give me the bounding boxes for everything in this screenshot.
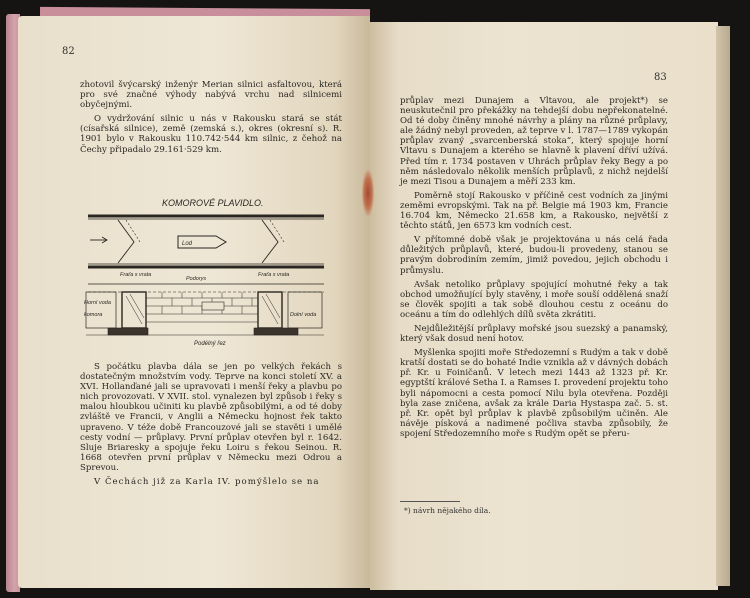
right-paragraph-2: Poměrně stojí Rakousko v příčině cest vodních za jinými zeměmi evropskými. Tak na př. Belgie má 1903 km, Francie 16.704 km, Německo 21.658 km, a Rakousko, největší z těchto států, jen 6573 km vodních cest. <box>400 190 668 232</box>
footnote: *) návrh nějakého díla. <box>404 506 491 515</box>
figure-label-frata-left: Fraťa s vrata <box>120 272 152 278</box>
figure-label-boat: Lod <box>182 241 193 247</box>
page-stack-edge <box>716 26 730 586</box>
right-paragraph-6: Myšlenka spojiti moře Středozemní s Rudým a tak v době kratší dostati se do bohaté Indie vznikla až v dávných dobách př. Kr. u Foiničanů. V letech mezi 1443 až 1323 př. Kr. egyptští králové Setha I. a Ramses I. provedení projektu toho byli nápomocni a cesta pomocí Nilu byla otevřena. Později byla zase zničena, avšak za krále Daria Hystaspa zač. 5. st. př. Kr. opět byl průplav k plavbě způsobilým učiněn. Ale návěje písková a nadimené počliva stavba způsobily, že spojení Středozemního moře s Rudým opět se přeru- <box>400 348 668 439</box>
left-top-text <box>80 80 342 155</box>
left-paragraph-4: V Čechách již za Karla IV. pomýšlelo se na <box>94 477 320 488</box>
lock-illustration <box>82 192 344 350</box>
left-paragraph-2: O vydržování silnic u nás v Rakousku stará se stát (císařská silnice), země (zemská s.), okres (okresní s). R. 1901 bylo v Rakousku 110.742·544 km silnic, z čehož na Čechy připadalo 29.161·529 km. <box>80 114 342 155</box>
figure-label-dolni-voda: Dolní voda <box>290 312 317 318</box>
right-paragraph-5: Nejdůležitější průplavy mořské jsou suezský a panamský, který však dosud není hotov. <box>400 323 668 345</box>
page-stain <box>362 170 374 216</box>
figure-title: KOMOROVÉ PLAVIDLO. <box>162 198 264 208</box>
figure-label-horni-voda: Horní voda <box>84 300 111 306</box>
right-page-number: 83 <box>654 72 667 83</box>
figure-label-frata-right: Fraťa s vrata <box>258 272 290 278</box>
figure-label-komora: komora <box>84 312 103 318</box>
footnote-rule <box>400 501 460 502</box>
left-bottom-text <box>80 362 342 487</box>
figure-label-bottom: Podélný řez <box>194 341 226 347</box>
right-paragraph-1: průplav mezi Dunajem a Vltavou, ale projekt*) se neuskutečnil pro překážky na tehdejší dobu nepřekonatelné. Od té doby činěny mnohé návrhy a plány na různé průplavy, ale žádný nebyl proveden, až teprve v l. 1787—1789 vykopán průplav zvaný „svarcenberská stoka“, který spojuje horní Vltavu s Dunajem a kterého se hlavně k plavení dříví užívá. Před tím r. 1734 postaven v Uhrách průplav řeky Begy a po něm následovalo několik menších průplavů, z nichž nejdelší je mezi Tisou a Dunajem a měří 233 km. <box>400 96 668 187</box>
left-paragraph-1: zhotovil švýcarský inženýr Merian silnici asfaltovou, která pro své značné výhody nabývá vrchu nad silnicemi obyčejnými. <box>80 80 342 111</box>
right-text <box>400 96 668 439</box>
figure-label-podorys: Podorys <box>186 276 207 282</box>
right-paragraph-3: V přítomné době však je projektována u nás celá řada důležitých průplavů, které, budou-li provedeny, stanou se pravým dobrodiním zemím, jimiž povedou, jejich obchodu i průmyslu. <box>400 235 668 276</box>
left-page-number: 82 <box>62 46 75 57</box>
left-paragraph-3: S počátku plavba dála se jen po velkých řekách s dostatečným množstvím vody. Teprve na konci století XV. a XVI. Hollanďané jali se upravovati i menší řeky a plavbu po nich provozovati. V XVII. stol. vynalezen byl způsob i řeky s malou hloubkou učiniti ku plavbě způsobilými, a od té doby zvláště ve Francii, v Anglii a Německu hojnost řek takto upraveno. V téže době Francouzové jali se stavěti i umělé cesty vodní — průplavy. První průplav otevřen byl r. 1642. Sluje Briaresky a spojuje řeku Loiru s řekou Seinou. R. 1668 otevřen první průplav v Německu mezi Odrou a Sprevou. <box>80 362 342 473</box>
right-paragraph-4: Avšak netoliko průplavy spojující mohutné řeky a tak obchod umožňující byly stavěny, i moře souší oddělená snaží se člověk spojiti a tak sobě dlouhou cestu z oceánu do oceánu a tím do odlehlých dílů světa zkrátiti. <box>400 279 668 320</box>
